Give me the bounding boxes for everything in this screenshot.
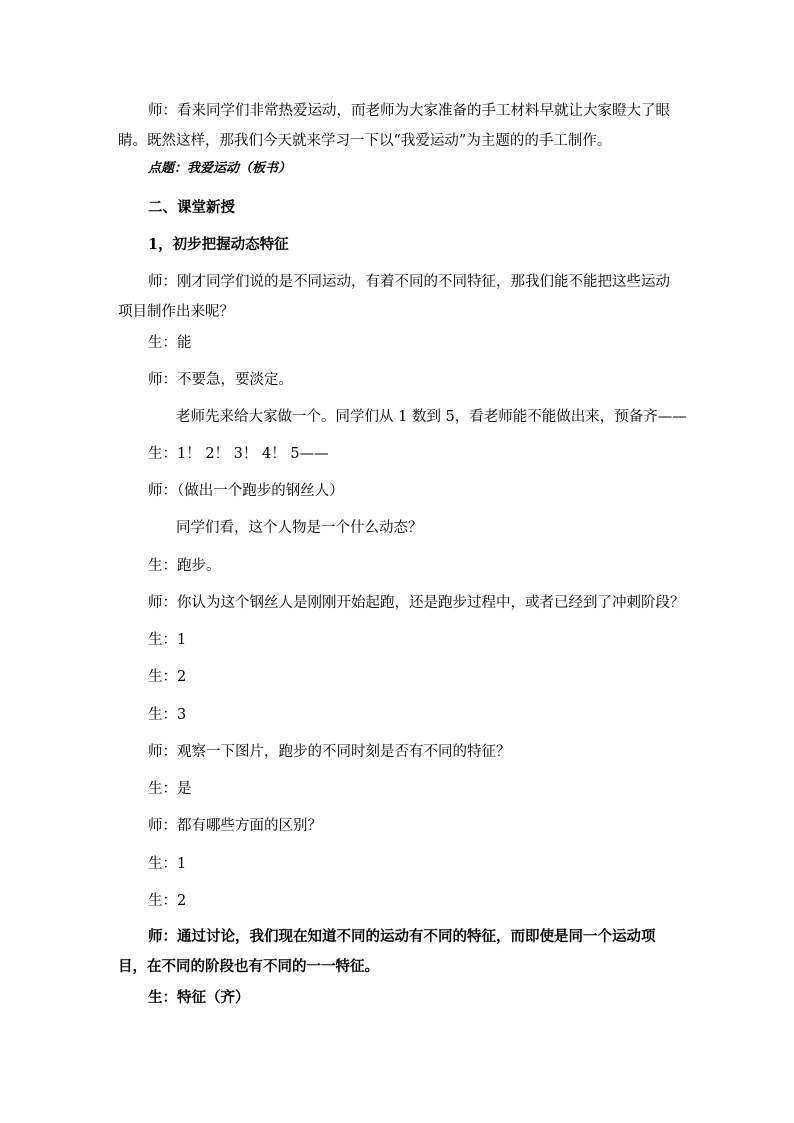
paragraph-student-2b: 生：2 <box>148 893 187 909</box>
paragraph-student-3: 生：3 <box>148 707 187 723</box>
paragraph-teacher-ask: 同学们看，这个人物是一个什么动态？ <box>176 520 423 536</box>
paragraph-teacher-summary: 师：通过讨论，我们现在知道不同的运动有不同的特征，而即使是同一个运动项目，在不同的阶段也有不同的一一特征。 <box>118 928 656 975</box>
paragraph-student-yes: 生：是 <box>148 781 192 797</box>
paragraph-teacher-observe: 师：观察一下图片，跑步的不同时刻是否有不同的特征？ <box>148 744 511 760</box>
paragraph-student-1: 生：1 <box>148 632 187 648</box>
section-heading: 二、课堂新授 <box>148 199 235 216</box>
paragraph-teacher-stage-question: 师：你认为这个钢丝人是刚刚开始起跑，还是跑步过程中，或者已经到了冲刺阶段？ <box>148 595 685 611</box>
paragraph-teacher-question: 师：刚才同学们说的是不同运动，有着不同的不同特征，那我们能不能把这些运动项目制作出来呢？ <box>118 274 670 320</box>
paragraph-student-chorus: 生：特征（齐） <box>148 989 250 1006</box>
paragraph-student-answer: 生：跑步。 <box>148 558 221 574</box>
paragraph-topic: 点题：我爱运动（板书） <box>148 161 292 176</box>
paragraph-student-count: 生：1！ 2！ 3！ 4！ 5—— <box>148 446 329 462</box>
paragraph-student-1b: 生：1 <box>148 856 187 872</box>
paragraph-teacher-intro: 师：看来同学们非常热爱运动，而老师为大家准备的手工材料早就让大家瞪大了眼睛。既然这样，那我们今天就来学习一下以“我爱运动”为主题的的手工制作。 <box>118 103 670 149</box>
paragraph-teacher-demo: 老师先来给大家做一个。同学们从 1 数到 5，看老师能不能做出来，预备齐—— <box>176 409 687 425</box>
paragraph-student-reply: 生：能 <box>148 335 192 351</box>
paragraph-teacher-reply: 师：不要急，要淡定。 <box>148 372 293 388</box>
paragraph-teacher-differences: 师：都有哪些方面的区别？ <box>148 818 322 834</box>
paragraph-teacher-action: 师：（做出一个跑步的钢丝人） <box>148 483 344 499</box>
subsection-heading: 1，初步把握动态特征 <box>148 236 289 253</box>
paragraph-student-2: 生：2 <box>148 669 187 685</box>
